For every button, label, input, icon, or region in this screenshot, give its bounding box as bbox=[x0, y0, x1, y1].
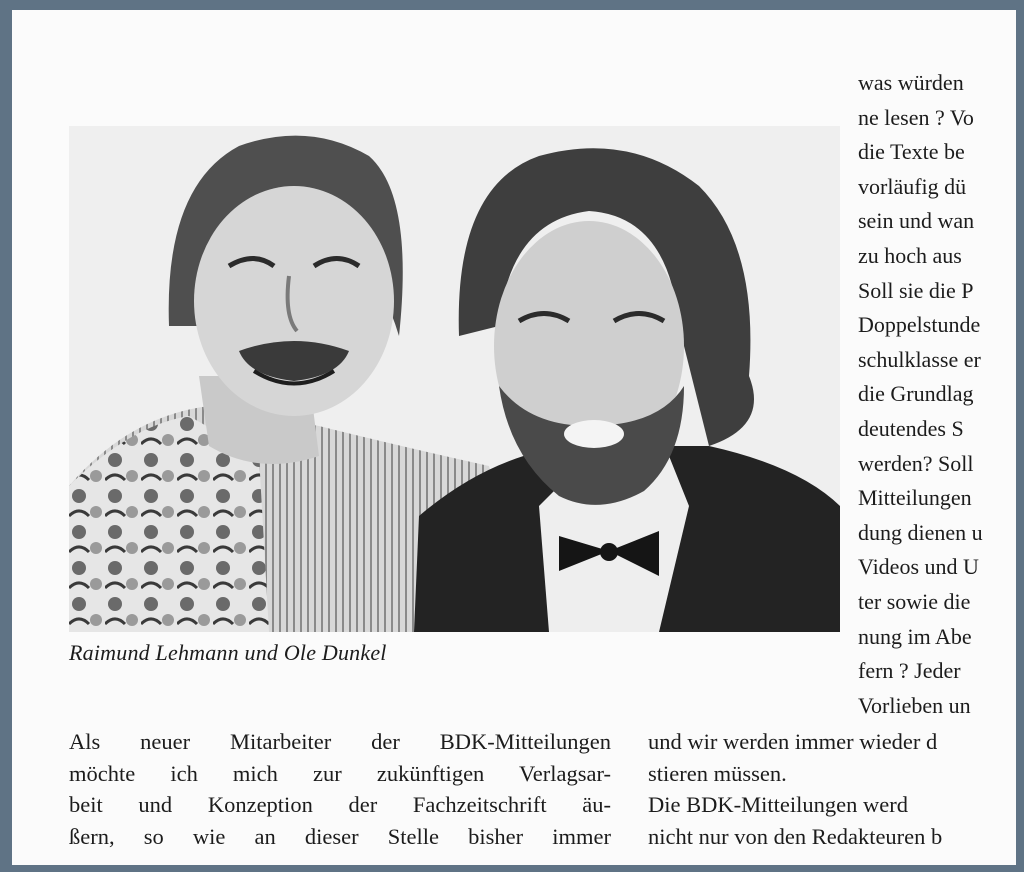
middle-text-column bbox=[648, 726, 1016, 852]
text-line: stieren müssen. bbox=[648, 760, 787, 786]
text-line: Mitteilungen bbox=[858, 485, 972, 511]
text-line: nung im Abe bbox=[858, 623, 972, 649]
text-line: deutendes S bbox=[858, 415, 964, 441]
text-line: Vorlieben un bbox=[858, 692, 971, 718]
text-line: vorläufig dü bbox=[858, 173, 967, 199]
document-page bbox=[12, 10, 1016, 865]
text-line: die Texte be bbox=[858, 139, 965, 165]
text-line: dung dienen u bbox=[858, 519, 983, 545]
text-line: werden? Soll bbox=[858, 450, 974, 476]
text-line: nicht nur von den Redakteuren b bbox=[648, 823, 943, 849]
portrait-photo bbox=[69, 126, 840, 632]
text-line: möchte ich mich zur zukünftigen Verlagsar- bbox=[69, 760, 611, 786]
text-line: die Grundlag bbox=[858, 381, 974, 407]
text-line: Soll sie die P bbox=[858, 277, 974, 303]
text-line: Doppelstunde bbox=[858, 312, 981, 338]
text-line: ßern, so wie an dieser Stelle bisher immer bbox=[69, 823, 611, 849]
text-line: ne lesen ? Vo bbox=[858, 104, 974, 130]
text-line: Videos und U bbox=[858, 554, 979, 580]
right-text-column bbox=[858, 66, 1016, 723]
text-line: ter sowie die bbox=[858, 588, 971, 614]
text-line: schulklasse er bbox=[858, 346, 981, 372]
text-line: Die BDK-Mitteilungen werd bbox=[648, 792, 908, 817]
text-line: beit und Konzeption der Fachzeitschrift äu- bbox=[69, 792, 611, 817]
photo-caption: Raimund Lehmann und Ole Dunkel bbox=[69, 640, 387, 665]
text-line: Als neuer Mitarbeiter der BDK-Mitteilungen bbox=[69, 729, 611, 754]
text-line: sein und wan bbox=[858, 208, 975, 234]
text-line: und wir werden immer wieder d bbox=[648, 729, 938, 754]
text-line: was würden bbox=[858, 70, 964, 95]
portrait-photo-drawing bbox=[69, 126, 840, 632]
text-line: fern ? Jeder bbox=[858, 658, 961, 684]
left-text-column bbox=[69, 726, 611, 852]
text-line: zu hoch aus bbox=[858, 242, 962, 268]
